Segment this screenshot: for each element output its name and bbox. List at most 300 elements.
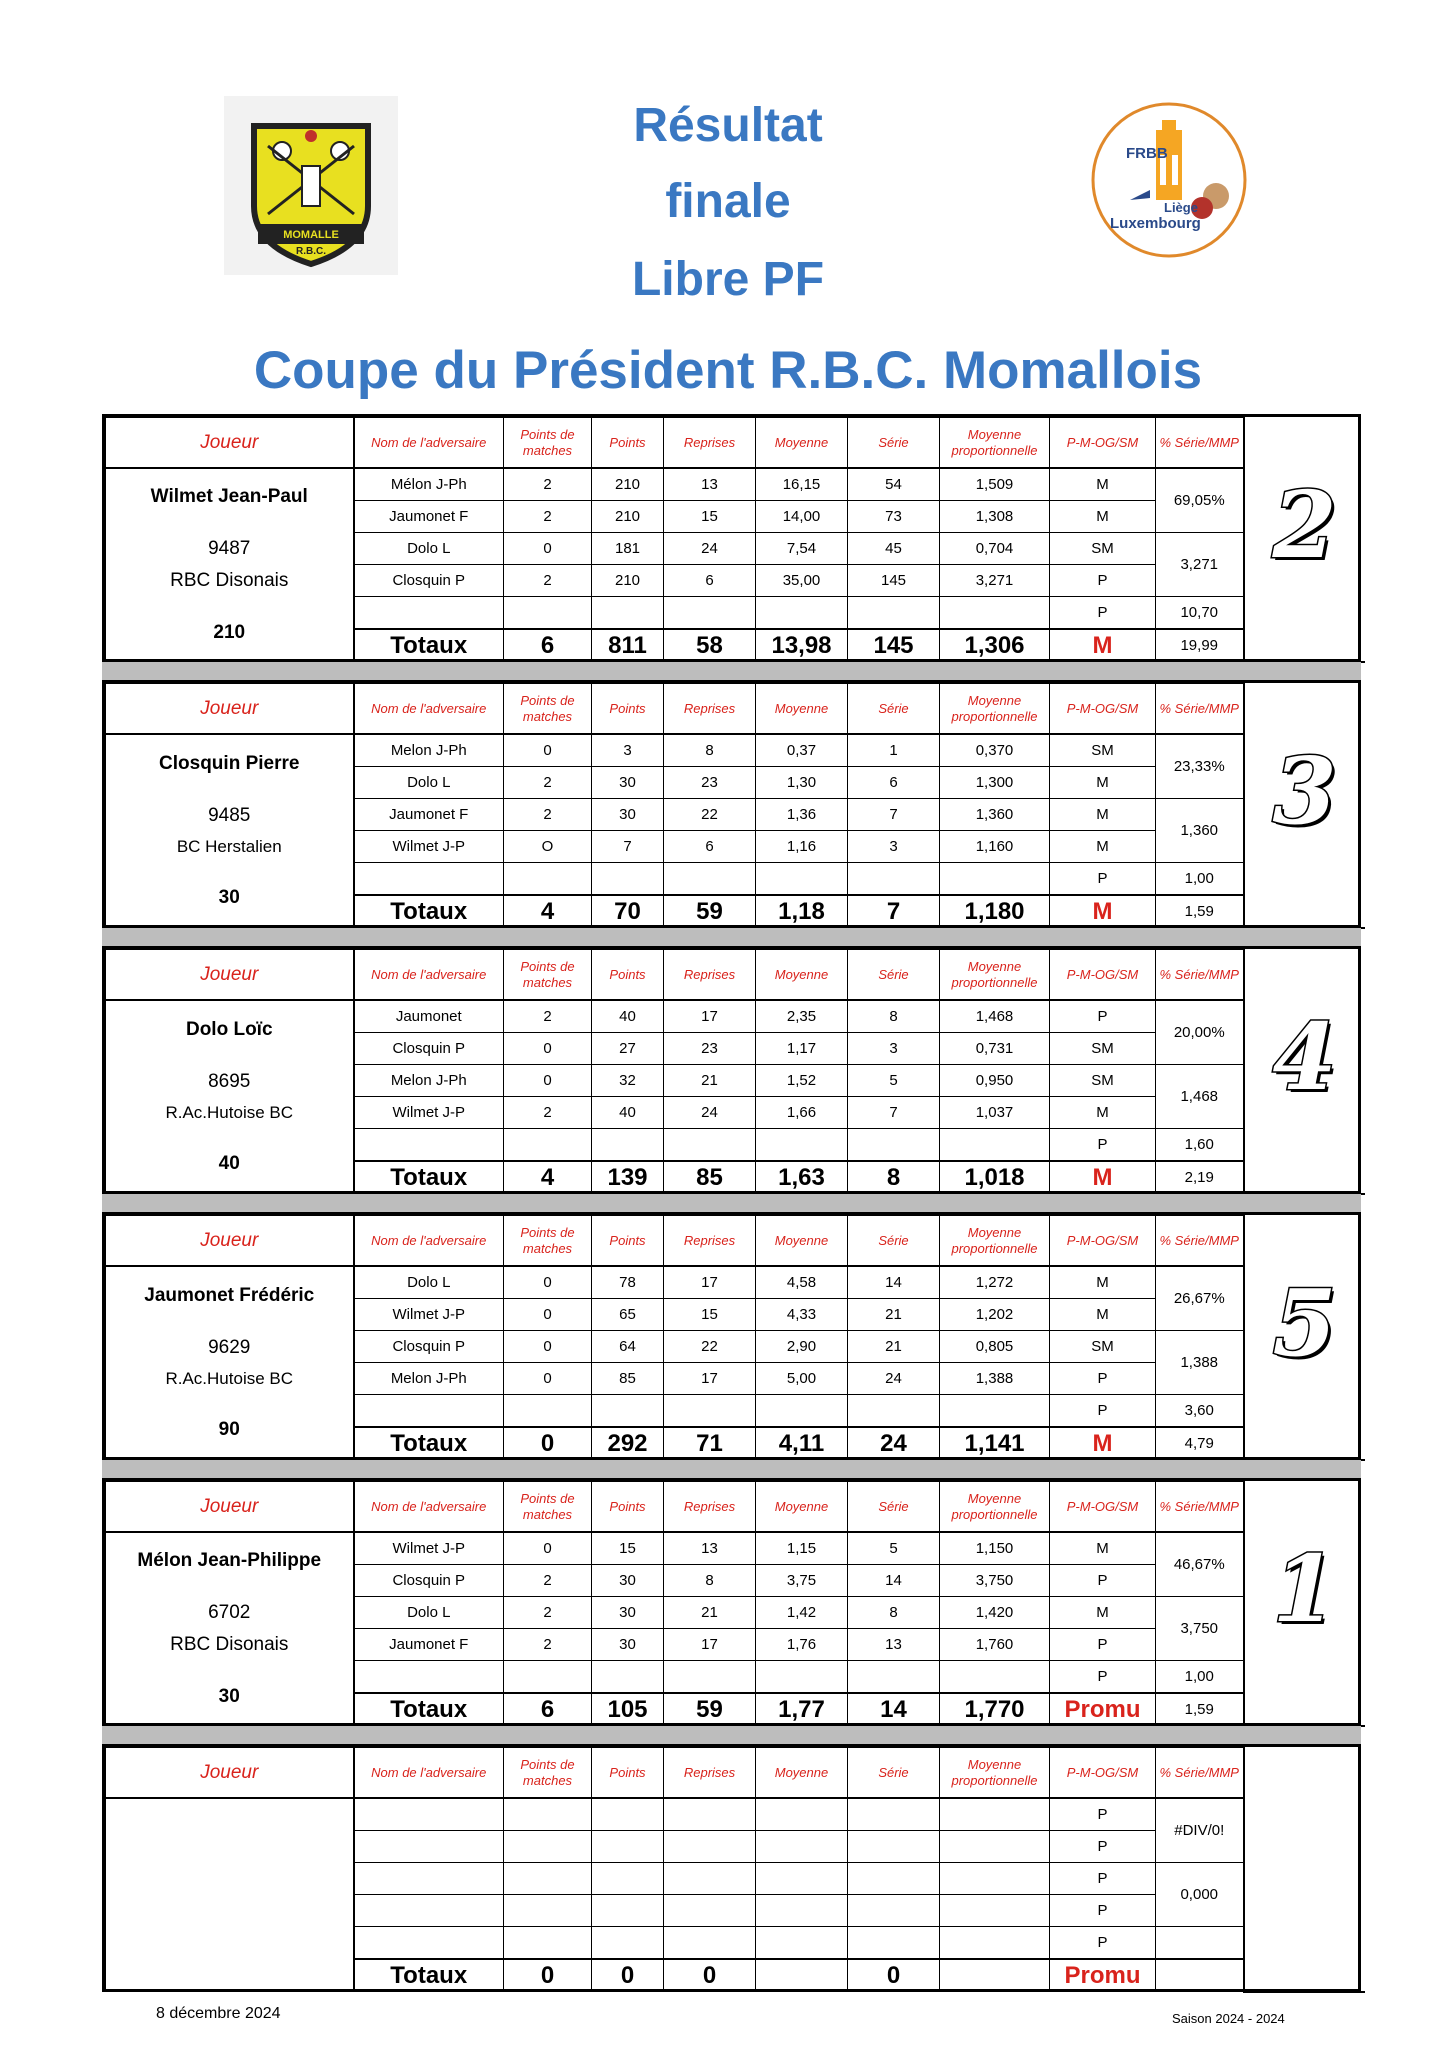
column-header-adversaire: Nom de l'adversaire <box>354 1482 504 1533</box>
totals-label: Totaux <box>354 1161 504 1194</box>
side-value-3: 1,60 <box>1156 1129 1244 1162</box>
cell-serie: 7 <box>848 1097 940 1129</box>
cell-pm: 0 <box>504 1532 592 1565</box>
cell-pm: 0 <box>504 734 592 767</box>
total-pts: 292 <box>592 1427 664 1460</box>
cell-pm <box>504 597 592 630</box>
cell-pts: 64 <box>592 1331 664 1363</box>
cell-pts: 210 <box>592 501 664 533</box>
cell-serie <box>848 1395 940 1428</box>
totals-label: Totaux <box>354 1959 504 1992</box>
cell-pm: 0 <box>504 1331 592 1363</box>
total-pm: 0 <box>504 1959 592 1992</box>
cell-res: SM <box>1050 734 1156 767</box>
column-header-adversaire: Nom de l'adversaire <box>354 950 504 1001</box>
cell-moy <box>756 863 848 896</box>
column-header-points_matches: Points de matches <box>504 950 592 1001</box>
column-header-points: Points <box>592 684 664 735</box>
cell-adv: Wilmet J-P <box>354 1097 504 1129</box>
player-result-block <box>102 1744 1361 1992</box>
side-value-4: 1,59 <box>1156 895 1244 928</box>
cell-moy: 4,33 <box>756 1299 848 1331</box>
cell-pm: 0 <box>504 1299 592 1331</box>
column-header-moy_prop: Moyenne proportionnelle <box>940 418 1050 469</box>
cell-serie <box>848 1863 940 1895</box>
mmp-value: 0,000 <box>1156 1863 1244 1927</box>
side-value-3: 1,00 <box>1156 863 1244 896</box>
cell-pts: 85 <box>592 1363 664 1395</box>
cell-pm: 2 <box>504 1565 592 1597</box>
cell-pts: 30 <box>592 1629 664 1661</box>
cell-moy: 35,00 <box>756 565 848 597</box>
cell-res: P <box>1050 863 1156 896</box>
cell-pts: 7 <box>592 831 664 863</box>
column-header-serie: Série <box>848 1748 940 1799</box>
player-club: BC Herstalien <box>176 837 282 856</box>
cell-pts: 15 <box>592 1532 664 1565</box>
cell-moy: 1,42 <box>756 1597 848 1629</box>
column-header-reprises: Reprises <box>664 1748 756 1799</box>
cell-mp: 0,370 <box>940 734 1050 767</box>
cell-adv <box>354 1831 504 1863</box>
totals-label: Totaux <box>354 895 504 928</box>
cell-mp <box>940 1927 1050 1960</box>
column-header-points_matches: Points de matches <box>504 1748 592 1799</box>
table-header-row <box>106 1482 1365 1533</box>
cell-rep: 21 <box>664 1597 756 1629</box>
cell-adv: Dolo L <box>354 767 504 799</box>
cell-res: SM <box>1050 533 1156 565</box>
total-result: M <box>1050 1427 1156 1460</box>
column-header-pct: % Série/MMP <box>1156 1748 1244 1799</box>
serie-pct: #DIV/0! <box>1156 1798 1244 1863</box>
cell-mp <box>940 1798 1050 1831</box>
cell-pm: 2 <box>504 468 592 501</box>
cell-serie: 145 <box>848 565 940 597</box>
total-serie: 14 <box>848 1693 940 1726</box>
totals-label: Totaux <box>354 1693 504 1726</box>
cell-rep <box>664 1395 756 1428</box>
column-header-pct: % Série/MMP <box>1156 1216 1244 1267</box>
cell-rep: 17 <box>664 1363 756 1395</box>
svg-text:Luxembourg: Luxembourg <box>1110 215 1201 232</box>
cell-mp: 1,202 <box>940 1299 1050 1331</box>
block-separator <box>102 1460 1361 1478</box>
cell-adv: Dolo L <box>354 1266 504 1299</box>
cell-mp <box>940 1863 1050 1895</box>
final-rank: 3 <box>1272 737 1337 845</box>
cell-pm: 2 <box>504 1629 592 1661</box>
cell-adv <box>354 1661 504 1694</box>
results-table <box>105 1215 1365 1461</box>
total-serie: 8 <box>848 1161 940 1194</box>
cell-mp: 3,750 <box>940 1565 1050 1597</box>
cell-res: M <box>1050 799 1156 831</box>
player-distance: 210 <box>213 622 246 643</box>
cell-pm: O <box>504 831 592 863</box>
column-header-joueur: Joueur <box>106 1216 354 1267</box>
cell-rep <box>664 1798 756 1831</box>
cell-rep: 8 <box>664 1565 756 1597</box>
cell-pts: 181 <box>592 533 664 565</box>
column-header-moy_prop: Moyenne proportionnelle <box>940 1748 1050 1799</box>
cell-res: M <box>1050 767 1156 799</box>
cell-pm: 0 <box>504 533 592 565</box>
column-header-moyenne: Moyenne <box>756 684 848 735</box>
player-info-cell <box>106 1532 354 1726</box>
cell-moy: 0,37 <box>756 734 848 767</box>
cell-res: P <box>1050 1565 1156 1597</box>
column-header-pm: P-M-OG/SM <box>1050 950 1156 1001</box>
cell-mp: 1,388 <box>940 1363 1050 1395</box>
cell-adv: Melon J-Ph <box>354 1065 504 1097</box>
column-header-pct: % Série/MMP <box>1156 418 1244 469</box>
cell-mp: 1,420 <box>940 1597 1050 1629</box>
cell-adv: Melon J-Ph <box>354 734 504 767</box>
cell-mp: 1,037 <box>940 1097 1050 1129</box>
cell-pm: 2 <box>504 1597 592 1629</box>
title-line-1: Résultat <box>633 99 823 152</box>
cell-pm: 0 <box>504 1065 592 1097</box>
cell-res: P <box>1050 1661 1156 1694</box>
final-rank: 5 <box>1272 1269 1337 1377</box>
cell-res: M <box>1050 1097 1156 1129</box>
svg-text:FRBB: FRBB <box>1126 145 1168 162</box>
total-moy: 13,98 <box>756 629 848 662</box>
cell-adv: Closquin P <box>354 565 504 597</box>
cell-pts: 27 <box>592 1033 664 1065</box>
total-pts: 70 <box>592 895 664 928</box>
side-value-4: 4,79 <box>1156 1427 1244 1460</box>
cell-serie: 8 <box>848 1000 940 1033</box>
column-header-points: Points <box>592 1748 664 1799</box>
mmp-value: 3,750 <box>1156 1597 1244 1661</box>
serie-pct: 20,00% <box>1156 1000 1244 1065</box>
side-value-4: 2,19 <box>1156 1161 1244 1194</box>
player-name: Mélon Jean-Philippe <box>137 1550 322 1571</box>
cell-pts: 78 <box>592 1266 664 1299</box>
cell-adv <box>354 1863 504 1895</box>
column-header-points_matches: Points de matches <box>504 418 592 469</box>
column-header-points_matches: Points de matches <box>504 1216 592 1267</box>
cell-pts: 40 <box>592 1000 664 1033</box>
cell-serie: 21 <box>848 1299 940 1331</box>
cell-adv: Closquin P <box>354 1565 504 1597</box>
column-header-serie: Série <box>848 418 940 469</box>
player-result-block <box>102 1212 1361 1460</box>
cell-serie <box>848 1661 940 1694</box>
column-header-serie: Série <box>848 684 940 735</box>
cell-res: M <box>1050 501 1156 533</box>
total-result: M <box>1050 1161 1156 1194</box>
total-result: Promu <box>1050 1959 1156 1992</box>
column-header-moy_prop: Moyenne proportionnelle <box>940 950 1050 1001</box>
cell-mp: 1,272 <box>940 1266 1050 1299</box>
cell-mp: 3,271 <box>940 565 1050 597</box>
cell-adv <box>354 1798 504 1831</box>
totals-label: Totaux <box>354 629 504 662</box>
rank-cell <box>1244 1482 1365 1726</box>
title-line-3: Libre PF <box>631 253 825 306</box>
cell-rep: 15 <box>664 501 756 533</box>
cell-serie <box>848 1895 940 1927</box>
cell-pm <box>504 1395 592 1428</box>
cell-adv: Melon J-Ph <box>354 1363 504 1395</box>
cell-mp: 1,150 <box>940 1532 1050 1565</box>
column-header-points: Points <box>592 1482 664 1533</box>
cell-mp <box>940 597 1050 630</box>
column-header-moyenne: Moyenne <box>756 1748 848 1799</box>
cell-moy <box>756 597 848 630</box>
cell-pts: 32 <box>592 1065 664 1097</box>
cell-serie: 73 <box>848 501 940 533</box>
total-mp: 1,770 <box>940 1693 1050 1726</box>
player-distance: 90 <box>218 1419 240 1440</box>
cell-serie: 24 <box>848 1363 940 1395</box>
total-pm: 6 <box>504 1693 592 1726</box>
cell-pts: 30 <box>592 1597 664 1629</box>
cell-serie: 21 <box>848 1331 940 1363</box>
cell-adv <box>354 1395 504 1428</box>
table-row <box>106 1798 1365 1831</box>
cell-moy: 7,54 <box>756 533 848 565</box>
player-distance: 40 <box>218 1153 240 1174</box>
total-pm: 0 <box>504 1427 592 1460</box>
player-result-block <box>102 1478 1361 1726</box>
cell-mp <box>940 1661 1050 1694</box>
results-table <box>105 417 1365 663</box>
cell-adv: Closquin P <box>354 1331 504 1363</box>
table-header-row <box>106 1748 1365 1799</box>
cell-moy: 1,30 <box>756 767 848 799</box>
cell-serie: 7 <box>848 799 940 831</box>
cell-rep <box>664 863 756 896</box>
total-pm: 4 <box>504 895 592 928</box>
column-header-joueur: Joueur <box>106 1748 354 1799</box>
player-license: 8695 <box>208 1071 251 1092</box>
cell-res: P <box>1050 1863 1156 1895</box>
cell-mp: 0,805 <box>940 1331 1050 1363</box>
cell-pm: 0 <box>504 1363 592 1395</box>
column-header-pm: P-M-OG/SM <box>1050 1216 1156 1267</box>
cell-pm <box>504 863 592 896</box>
cell-res: P <box>1050 1798 1156 1831</box>
cell-res: P <box>1050 1895 1156 1927</box>
column-header-points_matches: Points de matches <box>504 1482 592 1533</box>
cell-rep <box>664 1831 756 1863</box>
cell-serie <box>848 597 940 630</box>
cell-serie: 3 <box>848 1033 940 1065</box>
block-separator <box>102 1726 1361 1744</box>
block-separator <box>102 1194 1361 1212</box>
column-header-reprises: Reprises <box>664 684 756 735</box>
cell-adv: Jaumonet F <box>354 799 504 831</box>
cell-moy <box>756 1863 848 1895</box>
column-header-joueur: Joueur <box>106 1482 354 1533</box>
cell-rep: 8 <box>664 734 756 767</box>
cell-res: M <box>1050 1266 1156 1299</box>
cell-adv: Jaumonet F <box>354 501 504 533</box>
cell-res: P <box>1050 1927 1156 1960</box>
cell-res: P <box>1050 597 1156 630</box>
cell-rep: 17 <box>664 1000 756 1033</box>
cell-moy: 1,36 <box>756 799 848 831</box>
cell-pm: 2 <box>504 501 592 533</box>
player-license: 9485 <box>208 805 251 826</box>
column-header-pct: % Série/MMP <box>1156 684 1244 735</box>
cell-serie: 5 <box>848 1532 940 1565</box>
cell-moy <box>756 1831 848 1863</box>
table-header-row <box>106 418 1365 469</box>
cell-res: P <box>1050 1363 1156 1395</box>
column-header-moy_prop: Moyenne proportionnelle <box>940 684 1050 735</box>
player-info-cell <box>106 1266 354 1460</box>
side-value-4: 19,99 <box>1156 629 1244 662</box>
cell-rep <box>664 1661 756 1694</box>
cell-res: M <box>1050 1597 1156 1629</box>
cell-rep: 6 <box>664 831 756 863</box>
column-header-points_matches: Points de matches <box>504 684 592 735</box>
cell-pts <box>592 597 664 630</box>
cell-serie <box>848 863 940 896</box>
cell-res: P <box>1050 1831 1156 1863</box>
cell-pts: 210 <box>592 565 664 597</box>
total-rep: 0 <box>664 1959 756 1992</box>
cell-moy: 4,58 <box>756 1266 848 1299</box>
cell-rep <box>664 597 756 630</box>
cell-moy: 5,00 <box>756 1363 848 1395</box>
total-serie: 0 <box>848 1959 940 1992</box>
cell-pm: 2 <box>504 767 592 799</box>
total-moy: 1,77 <box>756 1693 848 1726</box>
cell-res: P <box>1050 1129 1156 1162</box>
side-value-3: 1,00 <box>1156 1661 1244 1694</box>
title-line-2: finale <box>665 175 791 228</box>
cell-pts <box>592 1831 664 1863</box>
serie-pct: 69,05% <box>1156 468 1244 533</box>
cell-rep <box>664 1129 756 1162</box>
cell-adv: Dolo L <box>354 533 504 565</box>
cell-moy: 1,16 <box>756 831 848 863</box>
column-header-pct: % Série/MMP <box>1156 1482 1244 1533</box>
cell-mp: 1,468 <box>940 1000 1050 1033</box>
cell-mp: 0,731 <box>940 1033 1050 1065</box>
cell-adv: Closquin P <box>354 1033 504 1065</box>
column-header-reprises: Reprises <box>664 418 756 469</box>
cell-res: SM <box>1050 1331 1156 1363</box>
cell-pm <box>504 1661 592 1694</box>
cell-serie <box>848 1831 940 1863</box>
total-pts: 811 <box>592 629 664 662</box>
cell-adv <box>354 1895 504 1927</box>
player-name: Closquin Pierre <box>159 753 300 774</box>
results-table <box>105 1481 1365 1727</box>
competition-title: Coupe du Président R.B.C. Momallois <box>253 341 1203 400</box>
final-rank: 4 <box>1272 1003 1337 1111</box>
player-distance: 30 <box>218 1686 240 1707</box>
column-header-moy_prop: Moyenne proportionnelle <box>940 1482 1050 1533</box>
rank-cell <box>1244 950 1365 1194</box>
serie-pct: 46,67% <box>1156 1532 1244 1597</box>
table-row <box>106 734 1365 767</box>
player-club: RBC Disonais <box>170 570 289 591</box>
total-pm: 4 <box>504 1161 592 1194</box>
cell-rep: 13 <box>664 1532 756 1565</box>
block-separator <box>102 928 1361 946</box>
cell-res: SM <box>1050 1033 1156 1065</box>
cell-moy: 1,76 <box>756 1629 848 1661</box>
cell-moy: 2,35 <box>756 1000 848 1033</box>
column-header-moyenne: Moyenne <box>756 418 848 469</box>
cell-moy <box>756 1798 848 1831</box>
cell-mp: 1,300 <box>940 767 1050 799</box>
total-mp: 1,180 <box>940 895 1050 928</box>
player-info-cell <box>106 1000 354 1194</box>
cell-adv: Mélon J-Ph <box>354 468 504 501</box>
table-row <box>106 1532 1365 1565</box>
table-row <box>106 1000 1365 1033</box>
cell-pm: 0 <box>504 1266 592 1299</box>
serie-pct: 23,33% <box>1156 734 1244 799</box>
cell-pts <box>592 1129 664 1162</box>
column-header-reprises: Reprises <box>664 1482 756 1533</box>
column-header-adversaire: Nom de l'adversaire <box>354 418 504 469</box>
column-header-moyenne: Moyenne <box>756 1216 848 1267</box>
cell-adv: Dolo L <box>354 1597 504 1629</box>
total-mp: 1,018 <box>940 1161 1050 1194</box>
cell-pts: 3 <box>592 734 664 767</box>
cell-rep: 15 <box>664 1299 756 1331</box>
cell-pts <box>592 1927 664 1960</box>
cell-pts: 30 <box>592 1565 664 1597</box>
results-table <box>105 949 1365 1195</box>
cell-pts: 30 <box>592 767 664 799</box>
cell-res: P <box>1050 1395 1156 1428</box>
mmp-value: 1,388 <box>1156 1331 1244 1395</box>
cell-mp <box>940 1831 1050 1863</box>
cell-serie <box>848 1927 940 1960</box>
cell-mp: 1,308 <box>940 501 1050 533</box>
table-row <box>106 1266 1365 1299</box>
total-moy: 4,11 <box>756 1427 848 1460</box>
player-license: 9487 <box>208 538 251 559</box>
cell-moy: 2,90 <box>756 1331 848 1363</box>
total-rep: 85 <box>664 1161 756 1194</box>
cell-moy <box>756 1927 848 1960</box>
cell-mp: 1,160 <box>940 831 1050 863</box>
final-rank: 1 <box>1272 1535 1337 1643</box>
cell-serie: 45 <box>848 533 940 565</box>
cell-rep: 24 <box>664 533 756 565</box>
player-club: R.Ac.Hutoise BC <box>165 1369 294 1388</box>
results-table <box>105 683 1365 929</box>
cell-rep: 13 <box>664 468 756 501</box>
cell-rep: 22 <box>664 1331 756 1363</box>
total-moy: 1,18 <box>756 895 848 928</box>
total-result: M <box>1050 629 1156 662</box>
cell-moy <box>756 1895 848 1927</box>
player-result-block <box>102 414 1361 662</box>
cell-moy: 1,15 <box>756 1532 848 1565</box>
cell-serie: 6 <box>848 767 940 799</box>
total-rep: 58 <box>664 629 756 662</box>
side-value-3: 3,60 <box>1156 1395 1244 1428</box>
rank-cell <box>1244 684 1365 928</box>
rank-cell <box>1244 1216 1365 1460</box>
column-header-pm: P-M-OG/SM <box>1050 1748 1156 1799</box>
cell-adv <box>354 1129 504 1162</box>
cell-pts: 40 <box>592 1097 664 1129</box>
